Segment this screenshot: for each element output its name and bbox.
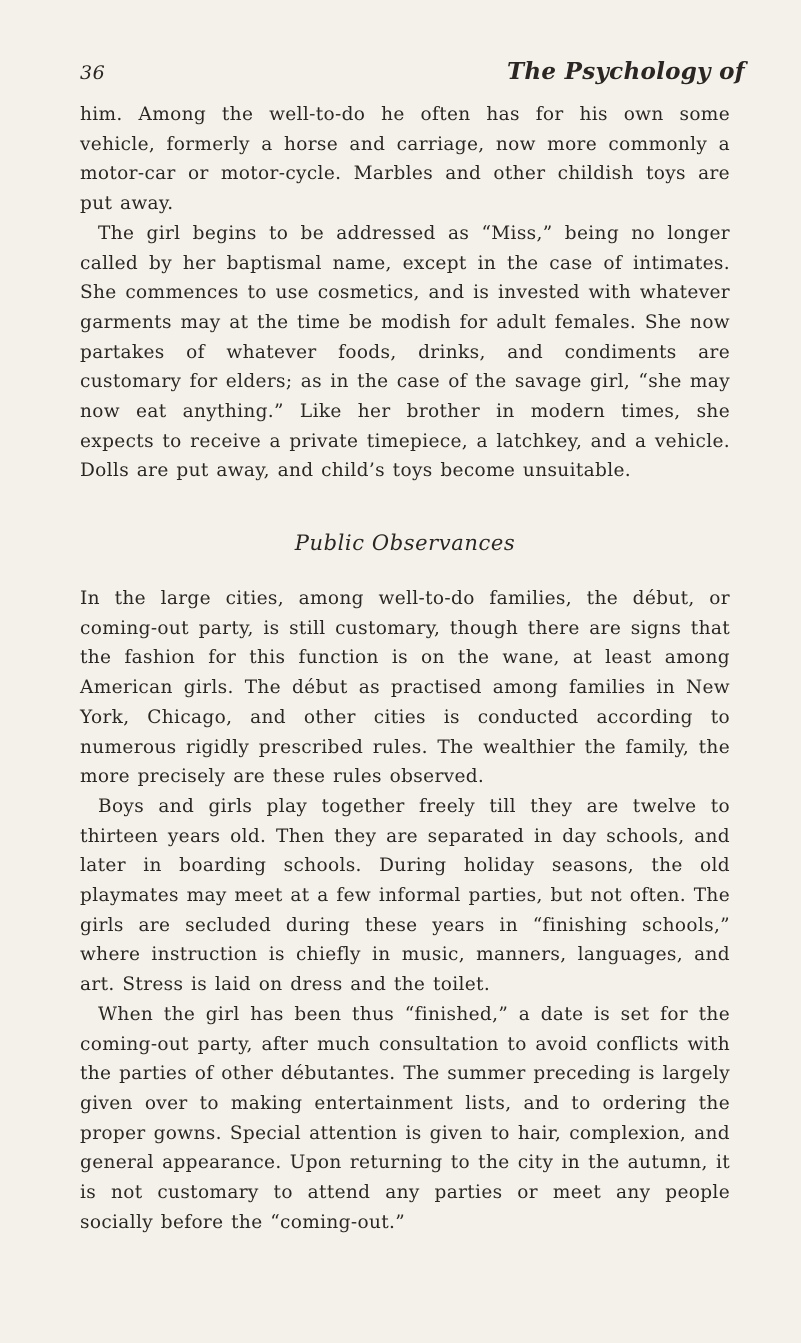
running-head-title: The Psychology of [506, 58, 745, 85]
body-text-bottom [80, 584, 730, 1237]
paragraph: Boys and girls play together freely till they are twelve to thirteen years old. Then they are separated in day schools, and later in boarding schools. During holiday seasons, the old playmates may meet at a few informal parties, but not often. The girls are secluded during these years in “finishing schools,” where instruction is chiefly in music, manners, languages, and art. Stress is laid on dress and the toilet. [80, 795, 730, 996]
section-heading: Public Observances [294, 531, 516, 555]
paragraph: him. Among the well-to-do he often has for his own some vehicle, formerly a horse and carriage, now more commonly a motor-car or motor-cycle. Marbles and other childish toys are put away. [80, 104, 730, 215]
paragraph: When the girl has been thus “finished,” a date is set for the coming-out party, after much consultation to avoid conflicts with the parties of other débutantes. The summer preceding is largely given over to making entertainment lists, and to ordering the proper gowns. Special attention is given to hair, complexion, and general appearance. Upon returning to the city in the autumn, it is not customary to attend any parties or meet any people socially before the “coming-out.” [80, 1003, 730, 1233]
page-number: 36 [80, 62, 106, 84]
paragraph: The girl begins to be addressed as “Miss,” being no longer called by her baptismal name, except in the case of intimates. She commences to use cosmetics, and is invested with whatever garments may at the time be modish for adult females. She now partakes of whatever foods, drinks, and condiments are customary for elders; as in the case of the savage girl, “she may now eat anything.” Like her brother in modern times, she expects to receive a private timepiece, a latchkey, and a vehicle. Dolls are put away, and child’s toys become unsuitable. [80, 222, 730, 482]
running-head [80, 56, 745, 96]
paragraph: In the large cities, among well-to-do families, the début, or coming-out party, is still customary, though there are signs that the fashion for this function is on the wane, at least among American girls. The début as practised among families in New York, Chicago, and other cities is conducted according to numerous rigidly prescribed rules. The wealthier the family, the more precisely are these rules observed. [80, 588, 730, 788]
body-text-top [80, 100, 730, 486]
